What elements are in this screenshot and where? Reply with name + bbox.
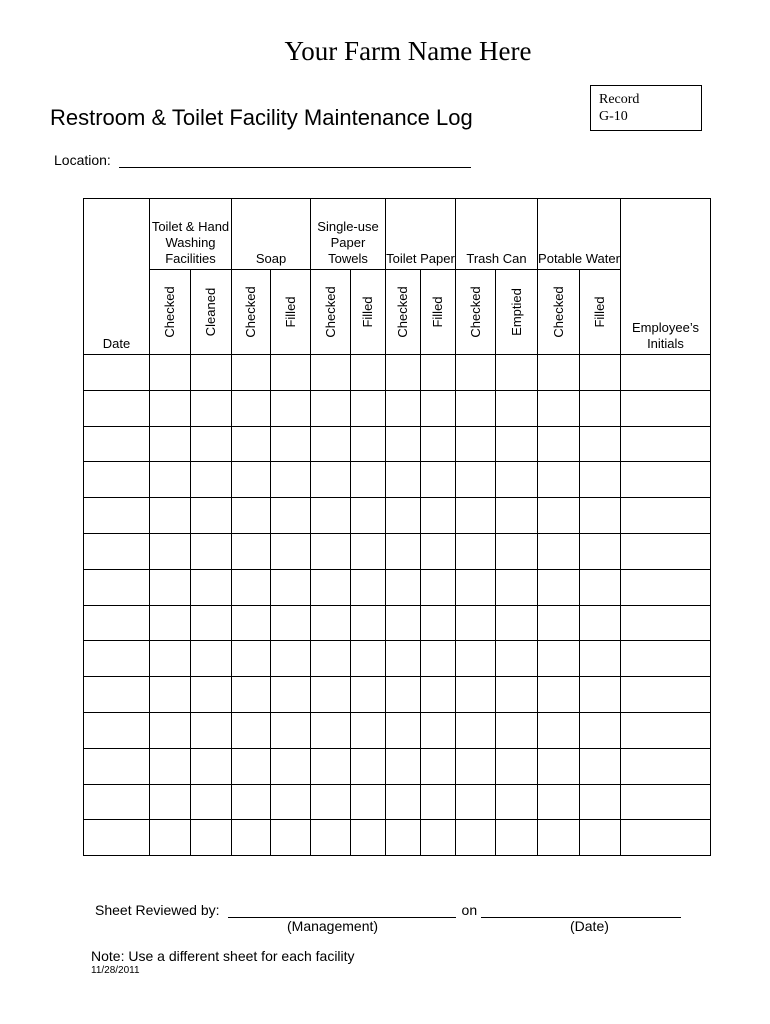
log-cell[interactable] <box>456 569 496 605</box>
sub-header: Filled <box>271 270 311 355</box>
log-cell[interactable] <box>386 390 421 426</box>
log-cell[interactable] <box>456 677 496 713</box>
log-cell[interactable] <box>311 641 351 677</box>
log-cell[interactable] <box>84 426 150 462</box>
log-cell[interactable] <box>271 569 311 605</box>
sub-header: Filled <box>580 270 621 355</box>
log-cell[interactable] <box>496 533 538 569</box>
sub-header: Cleaned <box>191 270 232 355</box>
log-cell[interactable] <box>150 390 191 426</box>
log-cell[interactable] <box>351 712 386 748</box>
log-cell[interactable] <box>311 426 351 462</box>
sub-header: Filled <box>421 270 456 355</box>
log-cell[interactable] <box>311 533 351 569</box>
log-cell[interactable] <box>538 426 580 462</box>
log-cell[interactable] <box>271 498 311 534</box>
log-cell[interactable] <box>456 641 496 677</box>
log-cell[interactable] <box>311 355 351 391</box>
log-cell[interactable] <box>84 390 150 426</box>
log-cell[interactable] <box>386 748 421 784</box>
log-cell[interactable] <box>421 820 456 856</box>
table-row <box>84 605 711 641</box>
log-cell[interactable] <box>386 712 421 748</box>
log-cell[interactable] <box>84 820 150 856</box>
management-signature-line[interactable] <box>228 903 456 918</box>
log-cell[interactable] <box>421 533 456 569</box>
log-cell[interactable] <box>351 355 386 391</box>
log-cell[interactable] <box>232 533 271 569</box>
log-cell[interactable] <box>311 498 351 534</box>
group-header-toilet-paper: Toilet Paper <box>386 199 456 270</box>
log-cell[interactable] <box>191 641 232 677</box>
log-cell[interactable] <box>191 498 232 534</box>
log-cell[interactable] <box>496 390 538 426</box>
log-cell[interactable] <box>232 641 271 677</box>
log-cell[interactable] <box>271 677 311 713</box>
log-cell[interactable] <box>538 712 580 748</box>
sub-header: Checked <box>311 270 351 355</box>
log-cell[interactable] <box>271 355 311 391</box>
log-cell[interactable] <box>386 462 421 498</box>
log-cell[interactable] <box>191 748 232 784</box>
management-caption: (Management) <box>287 918 379 934</box>
log-cell[interactable] <box>580 641 621 677</box>
log-cell[interactable] <box>621 784 711 820</box>
sub-header: Checked <box>232 270 271 355</box>
review-line <box>95 902 681 918</box>
log-cell[interactable] <box>580 426 621 462</box>
log-cell[interactable] <box>621 462 711 498</box>
log-cell[interactable] <box>580 355 621 391</box>
log-cell[interactable] <box>232 462 271 498</box>
log-cell[interactable] <box>456 712 496 748</box>
log-cell[interactable] <box>191 355 232 391</box>
farm-name: Your Farm Name Here <box>284 36 532 66</box>
log-cell[interactable] <box>621 426 711 462</box>
log-cell[interactable] <box>538 390 580 426</box>
sub-header: Checked <box>386 270 421 355</box>
log-cell[interactable] <box>351 462 386 498</box>
log-cell[interactable] <box>351 605 386 641</box>
log-cell[interactable] <box>580 390 621 426</box>
log-cell[interactable] <box>271 426 311 462</box>
log-cell[interactable] <box>191 784 232 820</box>
log-cell[interactable] <box>456 462 496 498</box>
log-cell[interactable] <box>580 498 621 534</box>
log-cell[interactable] <box>150 355 191 391</box>
table-row <box>84 569 711 605</box>
log-cell[interactable] <box>271 533 311 569</box>
log-cell[interactable] <box>84 533 150 569</box>
log-cell[interactable] <box>386 355 421 391</box>
log-cell[interactable] <box>538 533 580 569</box>
table-row <box>84 677 711 713</box>
log-cell[interactable] <box>351 498 386 534</box>
maintenance-log-table <box>83 198 711 856</box>
location-line[interactable] <box>119 153 471 168</box>
log-cell[interactable] <box>538 820 580 856</box>
log-cell[interactable] <box>271 641 311 677</box>
log-cell[interactable] <box>386 820 421 856</box>
record-label: Record <box>599 92 640 107</box>
log-cell[interactable] <box>621 641 711 677</box>
log-cell[interactable] <box>271 748 311 784</box>
log-cell[interactable] <box>271 820 311 856</box>
log-cell[interactable] <box>351 641 386 677</box>
log-cell[interactable] <box>311 748 351 784</box>
log-cell[interactable] <box>351 748 386 784</box>
log-cell[interactable] <box>580 605 621 641</box>
group-header-potable-water: Potable Water <box>538 199 621 270</box>
log-cell[interactable] <box>191 712 232 748</box>
log-cell[interactable] <box>538 462 580 498</box>
log-title: Restroom & Toilet Facility Maintenance Log <box>50 105 473 130</box>
log-cell[interactable] <box>496 641 538 677</box>
reviewed-label: Sheet Reviewed by: <box>95 902 220 918</box>
sub-header: Checked <box>538 270 580 355</box>
log-cell[interactable] <box>421 784 456 820</box>
log-cell[interactable] <box>150 569 191 605</box>
log-cell[interactable] <box>456 355 496 391</box>
log-cell[interactable] <box>84 784 150 820</box>
log-cell[interactable] <box>351 533 386 569</box>
log-cell[interactable] <box>456 533 496 569</box>
log-cell[interactable] <box>538 677 580 713</box>
log-cell[interactable] <box>421 498 456 534</box>
log-cell[interactable] <box>386 533 421 569</box>
document-date: 11/28/2011 <box>91 965 140 976</box>
log-cell[interactable] <box>232 426 271 462</box>
log-cell[interactable] <box>386 426 421 462</box>
log-cell[interactable] <box>456 820 496 856</box>
log-cell[interactable] <box>150 533 191 569</box>
log-cell[interactable] <box>150 712 191 748</box>
table-row <box>84 426 711 462</box>
log-cell[interactable] <box>150 748 191 784</box>
group-header-trash-can: Trash Can <box>456 199 538 270</box>
log-cell[interactable] <box>496 462 538 498</box>
log-cell[interactable] <box>150 462 191 498</box>
log-cell[interactable] <box>538 784 580 820</box>
log-cell[interactable] <box>621 712 711 748</box>
sub-header: Checked <box>150 270 191 355</box>
log-cell[interactable] <box>150 605 191 641</box>
log-cell[interactable] <box>311 712 351 748</box>
log-cell[interactable] <box>271 712 311 748</box>
on-label: on <box>461 902 478 918</box>
log-cell[interactable] <box>191 426 232 462</box>
log-cell[interactable] <box>150 677 191 713</box>
log-cell[interactable] <box>456 390 496 426</box>
log-cell[interactable] <box>232 820 271 856</box>
log-cell[interactable] <box>386 569 421 605</box>
log-cell[interactable] <box>421 748 456 784</box>
table-row <box>84 355 711 391</box>
group-header-toilet-hand-washing: Toilet & Hand Washing Facilities <box>150 199 232 270</box>
table-row <box>84 641 711 677</box>
log-cell[interactable] <box>351 820 386 856</box>
log-cell[interactable] <box>351 784 386 820</box>
log-cell[interactable] <box>271 390 311 426</box>
log-cell[interactable] <box>191 677 232 713</box>
facility-note: Note: Use a different sheet for each facility <box>91 948 355 964</box>
log-cell[interactable] <box>421 355 456 391</box>
log-cell[interactable] <box>421 677 456 713</box>
log-cell[interactable] <box>580 569 621 605</box>
log-cell[interactable] <box>191 605 232 641</box>
log-cell[interactable] <box>232 748 271 784</box>
date-caption: (Date) <box>570 918 609 934</box>
log-cell[interactable] <box>311 820 351 856</box>
log-cell[interactable] <box>232 677 271 713</box>
table-row <box>84 712 711 748</box>
log-cell[interactable] <box>496 712 538 748</box>
sub-header: Checked <box>456 270 496 355</box>
log-cell[interactable] <box>150 641 191 677</box>
log-cell[interactable] <box>84 605 150 641</box>
log-cell[interactable] <box>580 820 621 856</box>
record-number: G-10 <box>599 109 628 124</box>
log-cell[interactable] <box>191 820 232 856</box>
log-cell[interactable] <box>496 784 538 820</box>
log-cell[interactable] <box>150 820 191 856</box>
log-cell[interactable] <box>351 569 386 605</box>
log-cell[interactable] <box>496 820 538 856</box>
log-cell[interactable] <box>580 712 621 748</box>
log-cell[interactable] <box>311 462 351 498</box>
log-cell[interactable] <box>621 569 711 605</box>
log-cell[interactable] <box>232 784 271 820</box>
log-cell[interactable] <box>150 426 191 462</box>
log-body <box>84 355 711 856</box>
log-cell[interactable] <box>580 677 621 713</box>
date-header: Date <box>84 199 150 355</box>
log-cell[interactable] <box>456 498 496 534</box>
log-cell[interactable] <box>621 533 711 569</box>
location-field <box>54 152 471 168</box>
log-cell[interactable] <box>84 498 150 534</box>
log-cell[interactable] <box>496 605 538 641</box>
log-cell[interactable] <box>191 390 232 426</box>
log-cell[interactable] <box>580 462 621 498</box>
log-cell[interactable] <box>496 355 538 391</box>
group-header-paper-towels: Single-use Paper Towels <box>311 199 386 270</box>
log-cell[interactable] <box>150 498 191 534</box>
log-cell[interactable] <box>421 712 456 748</box>
log-cell[interactable] <box>191 533 232 569</box>
log-cell[interactable] <box>421 462 456 498</box>
log-cell[interactable] <box>84 569 150 605</box>
log-cell[interactable] <box>456 748 496 784</box>
log-cell[interactable] <box>496 569 538 605</box>
log-cell[interactable] <box>421 426 456 462</box>
log-cell[interactable] <box>496 426 538 462</box>
log-cell[interactable] <box>421 390 456 426</box>
log-cell[interactable] <box>386 498 421 534</box>
log-cell[interactable] <box>84 355 150 391</box>
log-cell[interactable] <box>621 390 711 426</box>
location-label: Location: <box>54 152 111 168</box>
log-cell[interactable] <box>232 390 271 426</box>
log-cell[interactable] <box>621 820 711 856</box>
log-cell[interactable] <box>271 605 311 641</box>
group-header-soap: Soap <box>232 199 311 270</box>
log-cell[interactable] <box>351 390 386 426</box>
log-cell[interactable] <box>580 533 621 569</box>
log-cell[interactable] <box>271 462 311 498</box>
log-cell[interactable] <box>84 462 150 498</box>
log-cell[interactable] <box>538 748 580 784</box>
sub-header: Emptied <box>496 270 538 355</box>
log-cell[interactable] <box>456 426 496 462</box>
log-cell[interactable] <box>456 784 496 820</box>
log-cell[interactable] <box>456 605 496 641</box>
log-cell[interactable] <box>84 748 150 784</box>
log-cell[interactable] <box>538 605 580 641</box>
log-cell[interactable] <box>538 498 580 534</box>
log-cell[interactable] <box>311 390 351 426</box>
employee-initials-header: Employee’s Initials <box>621 199 711 355</box>
sub-header: Filled <box>351 270 386 355</box>
log-cell[interactable] <box>311 784 351 820</box>
log-cell[interactable] <box>496 677 538 713</box>
log-cell[interactable] <box>232 569 271 605</box>
log-cell[interactable] <box>421 641 456 677</box>
table-row <box>84 820 711 856</box>
log-cell[interactable] <box>386 677 421 713</box>
table-row <box>84 390 711 426</box>
log-cell[interactable] <box>311 677 351 713</box>
table-row <box>84 784 711 820</box>
log-cell[interactable] <box>538 355 580 391</box>
log-cell[interactable] <box>621 498 711 534</box>
log-cell[interactable] <box>386 784 421 820</box>
log-cell[interactable] <box>580 748 621 784</box>
log-cell[interactable] <box>232 605 271 641</box>
review-date-line[interactable] <box>481 903 681 918</box>
log-cell[interactable] <box>621 677 711 713</box>
table-row <box>84 748 711 784</box>
log-cell[interactable] <box>580 784 621 820</box>
log-cell[interactable] <box>496 748 538 784</box>
table-row <box>84 498 711 534</box>
log-cell[interactable] <box>538 569 580 605</box>
log-cell[interactable] <box>621 355 711 391</box>
log-cell[interactable] <box>150 784 191 820</box>
log-cell[interactable] <box>232 355 271 391</box>
log-cell[interactable] <box>271 784 311 820</box>
log-cell[interactable] <box>232 712 271 748</box>
log-cell[interactable] <box>351 677 386 713</box>
log-cell[interactable] <box>232 498 271 534</box>
log-cell[interactable] <box>538 641 580 677</box>
table-row <box>84 462 711 498</box>
log-cell[interactable] <box>311 569 351 605</box>
log-cell[interactable] <box>84 677 150 713</box>
log-cell[interactable] <box>421 569 456 605</box>
log-cell[interactable] <box>84 712 150 748</box>
log-cell[interactable] <box>621 605 711 641</box>
table-row <box>84 533 711 569</box>
log-cell[interactable] <box>421 605 456 641</box>
log-cell[interactable] <box>496 498 538 534</box>
log-cell[interactable] <box>351 426 386 462</box>
log-cell[interactable] <box>621 748 711 784</box>
log-cell[interactable] <box>191 569 232 605</box>
log-cell[interactable] <box>191 462 232 498</box>
log-cell[interactable] <box>386 641 421 677</box>
log-cell[interactable] <box>386 605 421 641</box>
log-cell[interactable] <box>84 641 150 677</box>
log-cell[interactable] <box>311 605 351 641</box>
record-box <box>590 85 702 131</box>
